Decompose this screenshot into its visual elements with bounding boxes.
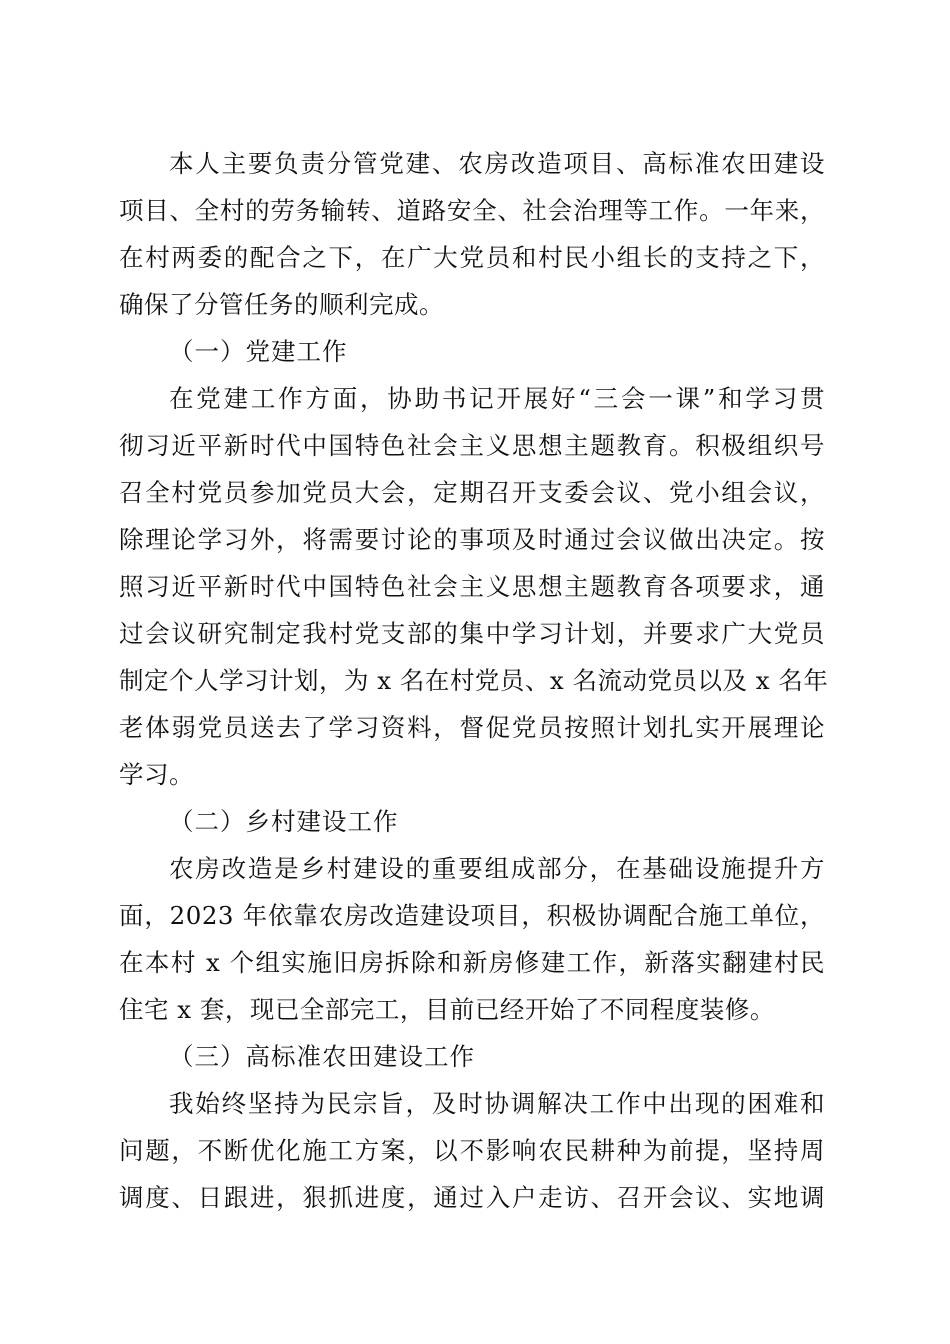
text-line: 农房改造是乡村建设的重要组成部分，在基础设施提升方 — [169, 854, 825, 883]
text-line: 问题，不断优化施工方案，以不影响农民耕种为前提，坚持周 — [119, 1136, 825, 1165]
text-line: 制定个人学习计划，为 x 名在村党员、x 名流动党员以及 x 名年 — [119, 666, 829, 695]
document-body — [119, 140, 829, 1221]
text-line: 确保了分管任务的顺利完成。 — [119, 290, 444, 319]
farmland-paragraph — [119, 1080, 825, 1221]
text-line: 老体弱党员送去了学习资料，督促党员按照计划扎实开展理论 — [119, 713, 825, 742]
text-line: 过会议研究制定我村党支部的集中学习计划，并要求广大党员 — [119, 619, 825, 648]
text-line: 在党建工作方面，协助书记开展好“三会一课”和学习贯 — [169, 384, 825, 413]
text-line: 调度、日跟进，狠抓进度，通过入户走访、召开会议、实地调 — [119, 1183, 825, 1212]
text-line: 彻习近平新时代中国特色社会主义思想主题教育。积极组织号 — [119, 431, 825, 460]
text-line: 照习近平新时代中国特色社会主义思想主题教育各项要求，通 — [119, 572, 825, 601]
text-line: 召全村党员参加党员大会，定期召开支委会议、党小组会议， — [119, 478, 825, 507]
section-heading-rural-construction: （二）乡村建设工作 — [169, 807, 399, 836]
rural-construction-paragraph — [119, 845, 825, 1033]
text-line: 住宅 x 套，现已全部完工，目前已经开始了不同程度装修。 — [119, 995, 775, 1024]
text-line: 在村两委的配合之下，在广大党员和村民小组长的支持之下， — [119, 243, 825, 272]
section-heading-farmland: （三）高标准农田建设工作 — [169, 1042, 475, 1071]
text-line: 除理论学习外，将需要讨论的事项及时通过会议做出决定。按 — [119, 525, 825, 554]
text-line: 本人主要负责分管党建、农房改造项目、高标准农田建设 — [169, 149, 825, 178]
text-line: 项目、全村的劳务输转、道路安全、社会治理等工作。一年来， — [119, 196, 825, 225]
text-line: 我始终坚持为民宗旨，及时协调解决工作中出现的困难和 — [169, 1089, 825, 1118]
text-line: 在本村 x 个组实施旧房拆除和新房修建工作，新落实翻建村民 — [119, 948, 825, 977]
text-line: 面，2023 年依靠农房改造建设项目，积极协调配合施工单位， — [119, 901, 825, 930]
section-heading-party-building: （一）党建工作 — [169, 337, 348, 366]
text-line: 学习。 — [119, 760, 194, 789]
intro-paragraph — [119, 140, 825, 328]
party-building-paragraph — [119, 375, 829, 798]
